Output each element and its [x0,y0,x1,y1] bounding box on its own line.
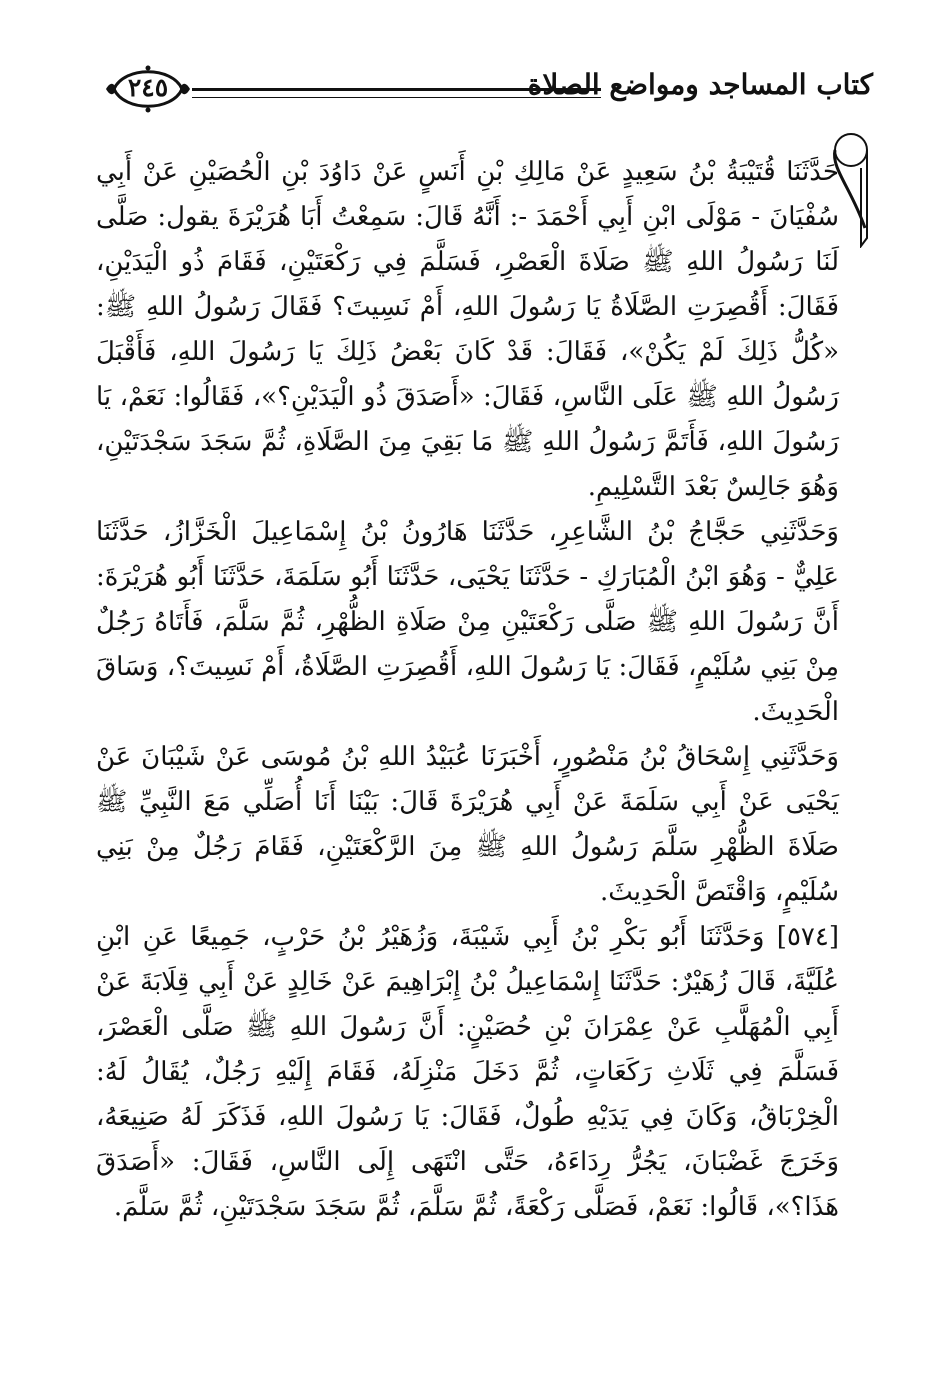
hadith-paragraph: حَدَّثَنَا قُتَيْبَةُ بْنُ سَعِيدٍ عَنْ مَالِكِ بْنِ أَنَسٍ عَنْ دَاوُدَ بْنِ الْحُصَيْنِ عَنْ أَبِي سُفْيَانَ - مَوْلَى ابْنِ أَبِي أَحْمَدَ -: أَنَّهُ قَالَ: سَمِعْتُ أَبَا هُرَيْرَةَ يقول: صَلَّى لَنَا رَسُولُ اللهِ ﷺ صَلَاةَ الْعَصْرِ، فَسَلَّمَ فِي رَكْعَتَيْنِ، فَقَامَ ذُو الْيَدَيْنِ، فَقَالَ: أَقُصِرَتِ الصَّلَاةُ يَا رَسُولَ اللهِ، أَمْ نَسِيتَ؟ فَقَالَ رَسُولُ اللهِ ﷺ: «كُلُّ ذَلِكَ لَمْ يَكُنْ»، فَقَالَ: قَدْ كَانَ بَعْضُ ذَلِكَ يَا رَسُولَ اللهِ، فَأَقْبَلَ رَسُولُ اللهِ ﷺ عَلَى النَّاسِ، فَقَالَ: «أَصَدَقَ ذُو الْيَدَيْنِ؟»، فَقَالُوا: نَعَمْ، يَا رَسُولَ اللهِ، فَأَتَمَّ رَسُولُ اللهِ ﷺ مَا بَقِيَ مِنَ الصَّلَاةِ، ثُمَّ سَجَدَ سَجْدَتَيْنِ، وَهُوَ جَالِسٌ بَعْدَ التَّسْلِيمِ. [96,157,839,502]
header-rule [192,88,601,98]
page-number: ٢٤٥ [127,73,169,102]
running-header [100,60,873,122]
book-title: كتاب المساجد ومواضع الصلاة [527,68,873,101]
hadith-text-block [96,150,839,1230]
hadith-paragraph: وَحَدَّثَنِي إِسْحَاقُ بْنُ مَنْصُورٍ، أَخْبَرَنَا عُبَيْدُ اللهِ بْنُ مُوسَى عَنْ شَيْبَانَ عَنْ يَحْيَى عَنْ أَبِي سَلَمَةَ عَنْ أَبِي هُرَيْرَةَ قَالَ: بَيْنَا أَنَا أُصَلِّي مَعَ النَّبِيِّ ﷺ صَلَاةَ الظُّهْرِ سَلَّمَ رَسُولُ اللهِ ﷺ مِنَ الرَّكْعَتَيْنِ، فَقَامَ رَجُلٌ مِنْ بَنِي سُلَيْمٍ، وَاقْتَصَّ الْحَدِيثَ. [96,742,839,907]
hadith-paragraph: وَحَدَّثَنِي حَجَّاجُ بْنُ الشَّاعِرِ، حَدَّثَنَا هَارُونُ بْنُ إِسْمَاعِيلَ الْخَزَّازُ، حَدَّثَنَا عَلِيٌّ - وَهُوَ ابْنُ الْمُبَارَكِ - حَدَّثَنَا يَحْيَى، حَدَّثَنَا أَبُو سَلَمَةَ، حَدَّثَنَا أَبُو هُرَيْرَةَ: أَنَّ رَسُولَ اللهِ ﷺ صَلَّى رَكْعَتَيْنِ مِنْ صَلَاةِ الظُّهْرِ، ثُمَّ سَلَّمَ، فَأَتَاهُ رَجُلٌ مِنْ بَنِي سُلَيْمٍ، فَقَالَ: يَا رَسُولَ اللهِ، أَقُصِرَتِ الصَّلَاةُ، أَمْ نَسِيتَ؟، وَسَاقَ الْحَدِيثَ. [96,517,839,727]
hadith-paragraph: [٥٧٤] وَحَدَّثَنَا أَبُو بَكْرِ بْنُ أَبِي شَيْبَةَ، وَزُهَيْرُ بْنُ حَرْبٍ، جَمِيعًا عَنِ ابْنِ عُلَيَّةَ، قَالَ زُهَيْرٌ: حَدَّثَنَا إِسْمَاعِيلُ بْنُ إِبْرَاهِيمَ عَنْ خَالِدٍ عَنْ أَبِي قِلَابَةَ عَنْ أَبِي الْمُهَلَّبِ عَنْ عِمْرَانَ بْنِ حُصَيْنٍ: أَنَّ رَسُولَ اللهِ ﷺ صَلَّى الْعَصْرَ، فَسَلَّمَ فِي ثَلَاثِ رَكَعَاتٍ، ثُمَّ دَخَلَ مَنْزِلَهُ، فَقَامَ إِلَيْهِ رَجُلٌ، يُقَالُ لَهُ: الْخِرْبَاقُ، وَكَانَ فِي يَدَيْهِ طُولٌ، فَقَالَ: يَا رَسُولَ اللهِ، فَذَكَرَ لَهُ صَنِيعَهُ، وَخَرَجَ غَضْبَانَ، يَجُرُّ رِدَاءَهُ، حَتَّى انْتَهَى إِلَى النَّاسِ، فَقَالَ: «أَصَدَقَ هَذَا؟»، قَالُوا: نَعَمْ، فَصَلَّى رَكْعَةً، ثُمَّ سَلَّمَ، ثُمَّ سَجَدَ سَجْدَتَيْنِ، ثُمَّ سَلَّمَ. [96,922,839,1222]
